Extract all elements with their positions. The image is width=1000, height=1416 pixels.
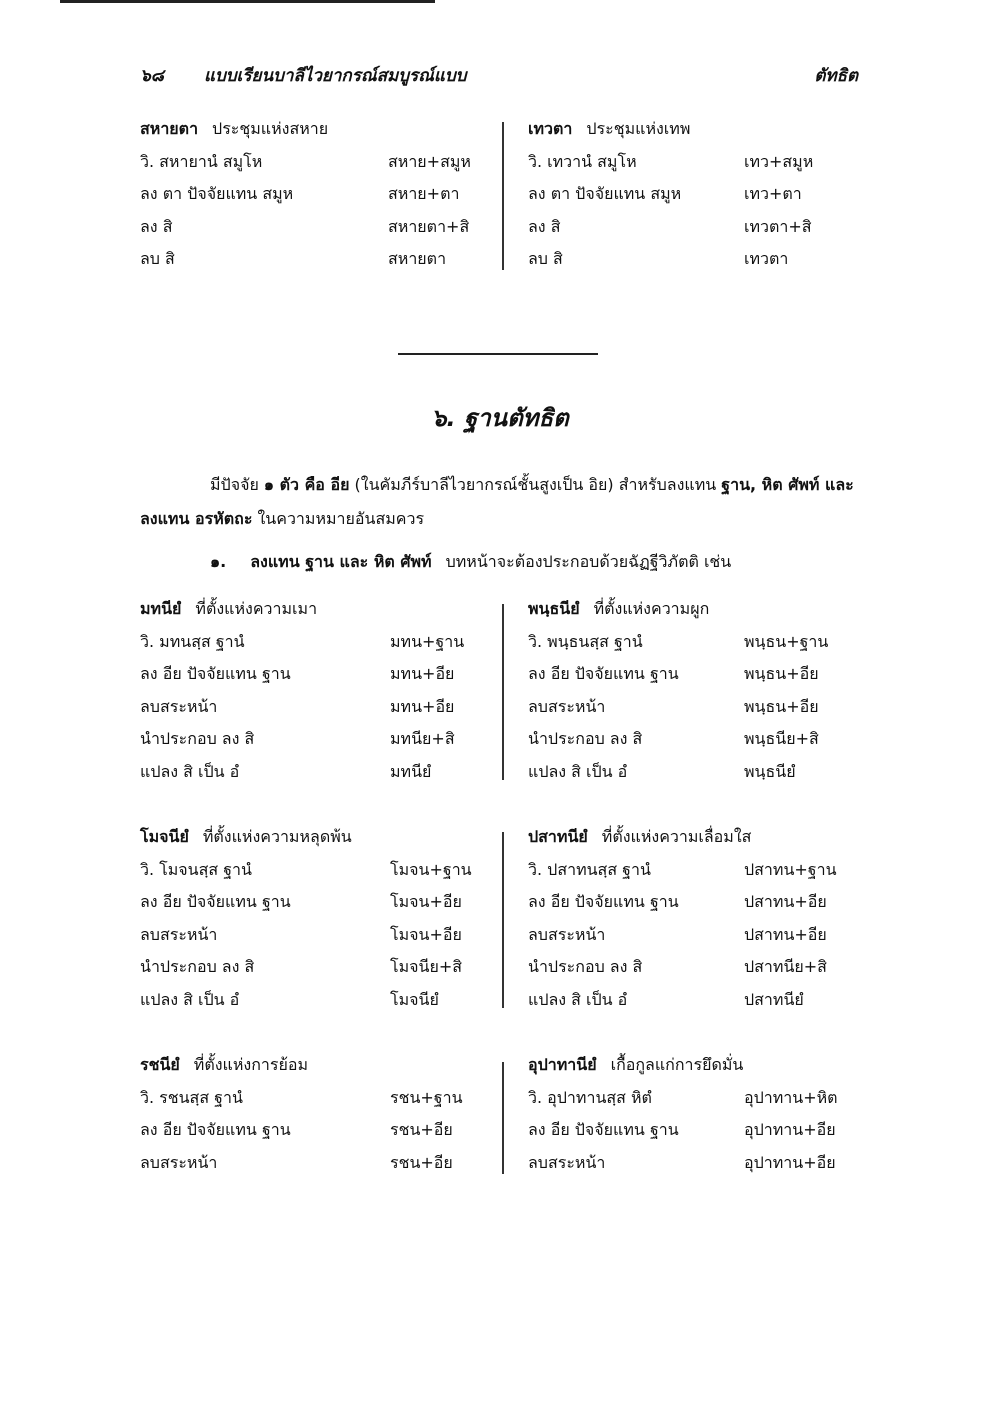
derivation-step: ลง อีย ปัจจัยแทน ฐาน xyxy=(528,892,679,911)
derivation-step: นำประกอบ ลง สิ xyxy=(140,729,255,748)
derivation-block xyxy=(528,822,844,1017)
column-divider xyxy=(502,604,504,780)
intro-part-2: ๑ ตัว คือ อีย xyxy=(263,475,350,494)
derivation-step: แปลง สิ เป็น อํ xyxy=(528,761,628,781)
derivation-result: อุปาทาน+หิต xyxy=(744,1087,838,1107)
block-term: สหายตา xyxy=(140,119,199,138)
block-title xyxy=(528,594,709,624)
block-term: โมจนียํ xyxy=(140,827,189,846)
block-meaning: เกื้อกูลแก่การยึดมั่น xyxy=(610,1055,744,1074)
derivation-step: นำประกอบ ลง สิ xyxy=(528,729,643,748)
block-title xyxy=(528,1050,743,1080)
block-meaning: ที่ตั้งแห่งความผูก xyxy=(593,599,710,618)
block-title xyxy=(528,822,751,852)
block-term: พนฺธนียํ xyxy=(528,599,580,618)
chapter-title: ตัทธิต xyxy=(814,66,858,86)
block-meaning: ที่ตั้งแห่งการย้อม xyxy=(193,1055,308,1074)
derivation-block xyxy=(140,822,490,1017)
block-meaning: ที่ตั้งแห่งความเมา xyxy=(195,599,318,618)
block-term: อุปาทานียํ xyxy=(528,1055,597,1074)
derivation-block xyxy=(140,1050,490,1180)
derivation-result: สหาย+สมูห xyxy=(388,151,471,171)
derivation-result: มทน+อีย xyxy=(390,664,455,683)
block-title xyxy=(140,594,317,624)
subsection-rest: บทหน้าจะต้องประกอบด้วยฉัฏฐีวิภัตติ เช่น xyxy=(445,552,732,571)
block-title xyxy=(140,1050,308,1080)
derivation-step: วิ. เทวานํ สมูโห xyxy=(528,151,637,171)
intro-part-4: ฐาน, หิต ศัพท์ และ xyxy=(721,475,854,494)
derivation-step: ลง ตา ปัจจัยแทน สมูห xyxy=(528,184,682,203)
derivation-result: อุปาทาน+อีย xyxy=(744,1120,836,1139)
derivation-result: พนฺธนีย+สิ xyxy=(744,729,819,748)
derivation-result: เทวตา+สิ xyxy=(744,216,812,236)
column-divider xyxy=(502,1062,504,1174)
intro-line2-bold: ลงแทน อรหัตถะ xyxy=(140,509,253,528)
block-term: ปสาทนียํ xyxy=(528,827,588,846)
page-header xyxy=(140,62,858,92)
derivation-step: วิ. ปสาทนสฺส ฐานํ xyxy=(528,859,651,879)
derivation-step: นำประกอบ ลง สิ xyxy=(140,957,255,976)
derivation-result: ปสาทนียํ xyxy=(744,989,804,1009)
book-title: แบบเรียนบาลีไวยากรณ์สมบูรณ์แบบ xyxy=(204,66,467,86)
block-meaning: ประชุมแห่งสหาย xyxy=(212,119,329,138)
block-term: มทนียํ xyxy=(140,599,182,618)
derivation-step: ลบสระหน้า xyxy=(140,924,218,944)
derivation-result: สหายตา+สิ xyxy=(388,216,470,236)
derivation-step: วิ. สหายานํ สมูโห xyxy=(140,151,263,171)
intro-line-2 xyxy=(140,504,860,534)
intro-part-3: (ในคัมภีร์บาลีไวยากรณ์ชั้นสูงเป็น อิย) สำหรับลงแทน xyxy=(349,475,722,494)
derivation-step: แปลง สิ เป็น อํ xyxy=(528,989,628,1009)
derivation-result: รชน+ฐาน xyxy=(390,1087,463,1107)
derivation-result: พนฺธนียํ xyxy=(744,761,796,781)
derivation-step: ลง สิ xyxy=(528,216,561,236)
derivation-result: พนฺธน+อีย xyxy=(744,696,819,716)
block-meaning: ที่ตั้งแห่งความหลุดพ้น xyxy=(202,827,352,846)
derivation-step: ลบสระหน้า xyxy=(528,696,606,716)
intro-part-1: มีปัจจัย xyxy=(210,475,264,494)
derivation-block xyxy=(528,1050,844,1180)
block-title xyxy=(140,822,352,852)
derivation-step: วิ. อุปาทานสฺส หิตํ xyxy=(528,1087,652,1107)
derivation-result: เทวตา xyxy=(744,249,789,268)
derivation-step: ลง อีย ปัจจัยแทน ฐาน xyxy=(140,664,291,683)
derivation-block xyxy=(528,594,844,789)
derivation-result: โมจน+ฐาน xyxy=(390,859,472,879)
derivation-step: ลบ สิ xyxy=(528,249,563,268)
derivation-step: ลง อีย ปัจจัยแทน ฐาน xyxy=(528,664,679,683)
derivation-result: โมจน+อีย xyxy=(390,892,462,911)
derivation-result: โมจน+อีย xyxy=(390,924,462,944)
derivation-result: สหาย+ตา xyxy=(388,184,460,203)
intro-line2-rest: ในความหมายอันสมควร xyxy=(252,509,425,528)
block-meaning: ที่ตั้งแห่งความเลื่อมใส xyxy=(601,827,752,846)
derivation-result: ปสาทน+ฐาน xyxy=(744,859,837,879)
derivation-result: มทน+ฐาน xyxy=(390,631,465,651)
derivation-result: สหายตา xyxy=(388,249,447,268)
derivation-step: ลบสระหน้า xyxy=(528,1152,606,1172)
block-title xyxy=(528,114,690,144)
derivation-result: โมจนียํ xyxy=(390,989,439,1009)
derivation-step: ลง สิ xyxy=(140,216,173,236)
block-term: รชนียํ xyxy=(140,1055,180,1074)
derivation-result: ปสาทน+อีย xyxy=(744,924,827,944)
block-title xyxy=(140,114,328,144)
subsection-heading xyxy=(210,550,731,575)
top-rule xyxy=(60,0,435,3)
column-divider xyxy=(502,832,504,1008)
derivation-result: ปสาทนีย+สิ xyxy=(744,957,827,976)
derivation-block xyxy=(140,114,488,277)
derivation-block xyxy=(140,594,490,789)
section-heading: ๖. ฐานตัทธิต xyxy=(431,404,569,432)
derivation-step: วิ. มทนสฺส ฐานํ xyxy=(140,631,245,651)
derivation-result: รชน+อีย xyxy=(390,1152,453,1172)
block-meaning: ประชุมแห่งเทพ xyxy=(586,119,691,138)
derivation-step: ลบสระหน้า xyxy=(140,1152,218,1172)
derivation-result: พนฺธน+ฐาน xyxy=(744,631,829,651)
subsection-bold: ลงแทน ฐาน และ หิต ศัพท์ xyxy=(250,552,432,571)
derivation-step: ลง ตา ปัจจัยแทน สมูห xyxy=(140,184,294,203)
derivation-step: แปลง สิ เป็น อํ xyxy=(140,761,240,781)
block-term: เทวตา xyxy=(528,119,573,138)
derivation-result: อุปาทาน+อีย xyxy=(744,1152,836,1172)
derivation-step: ลง อีย ปัจจัยแทน ฐาน xyxy=(528,1120,679,1139)
derivation-step: ลง อีย ปัจจัยแทน ฐาน xyxy=(140,892,291,911)
intro-paragraph xyxy=(140,470,860,500)
derivation-result: มทนีย+สิ xyxy=(390,729,455,748)
section-rule xyxy=(398,353,598,355)
derivation-result: มทนียํ xyxy=(390,761,432,781)
derivation-step: นำประกอบ ลง สิ xyxy=(528,957,643,976)
subsection-number: ๑. xyxy=(210,552,227,571)
derivation-step: ลง อีย ปัจจัยแทน ฐาน xyxy=(140,1120,291,1139)
derivation-result: พนฺธน+อีย xyxy=(744,664,819,683)
derivation-result: ปสาทน+อีย xyxy=(744,892,827,911)
derivation-step: ลบ สิ xyxy=(140,249,175,268)
derivation-result: เทว+สมูห xyxy=(744,151,814,171)
derivation-step: วิ. โมจนสฺส ฐานํ xyxy=(140,859,252,879)
derivation-step: ลบสระหน้า xyxy=(140,696,218,716)
derivation-step: แปลง สิ เป็น อํ xyxy=(140,989,240,1009)
derivation-result: โมจนีย+สิ xyxy=(390,957,462,976)
derivation-result: มทน+อีย xyxy=(390,696,455,716)
page-number: ๖๘ xyxy=(140,66,164,86)
derivation-step: วิ. รชนสฺส ฐานํ xyxy=(140,1087,243,1107)
derivation-step: วิ. พนฺธนสฺส ฐานํ xyxy=(528,631,643,651)
derivation-result: รชน+อีย xyxy=(390,1120,453,1139)
column-divider xyxy=(502,122,504,270)
derivation-step: ลบสระหน้า xyxy=(528,924,606,944)
derivation-block xyxy=(528,114,844,277)
derivation-result: เทว+ตา xyxy=(744,184,802,203)
